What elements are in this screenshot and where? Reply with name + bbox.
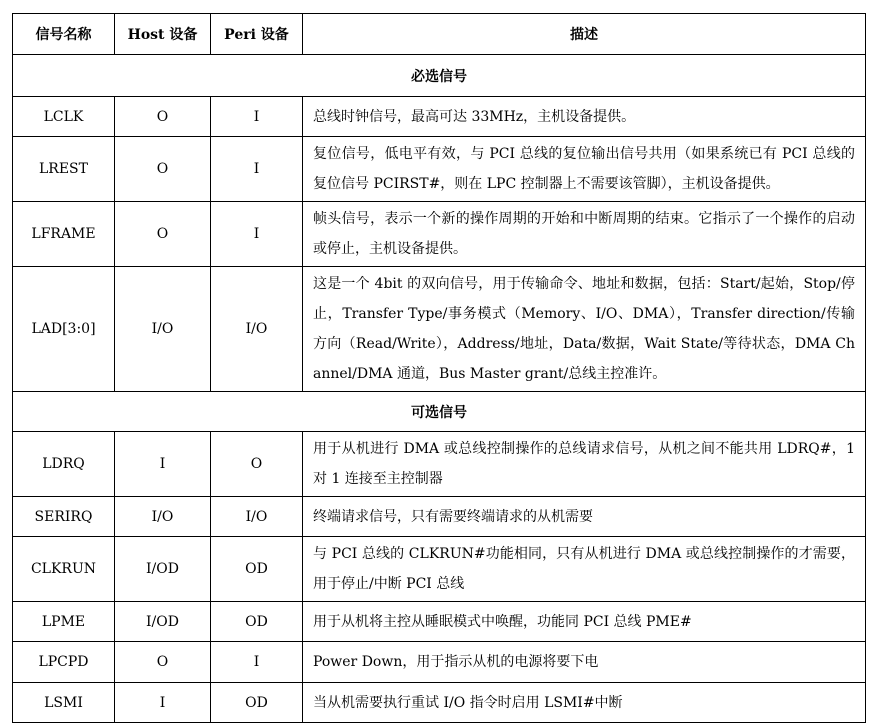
signal-name: LCLK xyxy=(13,97,115,137)
header-signal-name: 信号名称 xyxy=(13,14,115,55)
peri-direction: OD xyxy=(211,602,303,642)
peri-direction: I xyxy=(211,97,303,137)
signal-description: Power Down，用于指示从机的电源将要下电 xyxy=(303,642,866,683)
signal-name: LPCPD xyxy=(13,642,115,683)
peri-direction: O xyxy=(211,432,303,497)
table-row xyxy=(13,137,866,202)
signal-name: LDRQ xyxy=(13,432,115,497)
section-row xyxy=(13,55,866,97)
table-row xyxy=(13,642,866,683)
host-direction: I xyxy=(115,432,211,497)
signal-table xyxy=(12,13,866,723)
section-row xyxy=(13,392,866,432)
host-direction: I/O xyxy=(115,497,211,537)
signal-name: LFRAME xyxy=(13,202,115,267)
table-row xyxy=(13,602,866,642)
signal-description: 复位信号，低电平有效，与 PCI 总线的复位输出信号共用（如果系统已有 PCI 总线的复位信号 PCIRST#，则在 LPC 控制器上不需要该管脚），主机设备提供。 xyxy=(303,137,866,202)
signal-name: LREST xyxy=(13,137,115,202)
host-direction: O xyxy=(115,202,211,267)
header-description: 描述 xyxy=(303,14,866,55)
signal-description: 与 PCI 总线的 CLKRUN#功能相同，只有从机进行 DMA 或总线控制操作的才需要，用于停止/中断 PCI 总线 xyxy=(303,537,866,602)
section-title-optional: 可选信号 xyxy=(13,392,866,432)
table-row xyxy=(13,497,866,537)
table-row xyxy=(13,537,866,602)
table-row xyxy=(13,202,866,267)
host-direction: I/OD xyxy=(115,602,211,642)
signal-description: 终端请求信号，只有需要终端请求的从机需要 xyxy=(303,497,866,537)
peri-direction: OD xyxy=(211,683,303,723)
host-direction: I xyxy=(115,683,211,723)
peri-direction: I xyxy=(211,642,303,683)
peri-direction: I/O xyxy=(211,497,303,537)
table-row xyxy=(13,97,866,137)
signal-description: 帧头信号，表示一个新的操作周期的开始和中断周期的结束。它指示了一个操作的启动或停止，主机设备提供。 xyxy=(303,202,866,267)
header-host-device: Host 设备 xyxy=(115,14,211,55)
signal-description: 总线时钟信号，最高可达 33MHz，主机设备提供。 xyxy=(303,97,866,137)
host-direction: I/O xyxy=(115,267,211,392)
header-peri-device: Peri 设备 xyxy=(211,14,303,55)
table-row xyxy=(13,432,866,497)
peri-direction: I xyxy=(211,137,303,202)
peri-direction: OD xyxy=(211,537,303,602)
table-row xyxy=(13,683,866,723)
signal-description: 用于从机进行 DMA 或总线控制操作的总线请求信号，从机之间不能共用 LDRQ#，1 对 1 连接至主控制器 xyxy=(303,432,866,497)
header-row xyxy=(13,14,866,55)
section-title-required: 必选信号 xyxy=(13,55,866,97)
signal-name: LPME xyxy=(13,602,115,642)
signal-description: 用于从机将主控从睡眠模式中唤醒，功能同 PCI 总线 PME# xyxy=(303,602,866,642)
host-direction: O xyxy=(115,137,211,202)
host-direction: O xyxy=(115,97,211,137)
signal-name: LSMI xyxy=(13,683,115,723)
signal-description: 这是一个 4bit 的双向信号，用于传输命令、地址和数据，包括：Start/起始，Stop/停止，Transfer Type/事务模式（Memory、I/O、DMA），Transfer direction/传输方向（Read/Write），Address/地址，Data/数据，Wait State/等待状态，DMA Channel/DMA 通道，Bus Master grant/总线主控准许。 xyxy=(303,267,866,392)
signal-name: LAD[3:0] xyxy=(13,267,115,392)
host-direction: I/OD xyxy=(115,537,211,602)
signal-name: CLKRUN xyxy=(13,537,115,602)
host-direction: O xyxy=(115,642,211,683)
signal-description: 当从机需要执行重试 I/O 指令时启用 LSMI#中断 xyxy=(303,683,866,723)
signal-name: SERIRQ xyxy=(13,497,115,537)
peri-direction: I/O xyxy=(211,267,303,392)
peri-direction: I xyxy=(211,202,303,267)
table-row xyxy=(13,267,866,392)
